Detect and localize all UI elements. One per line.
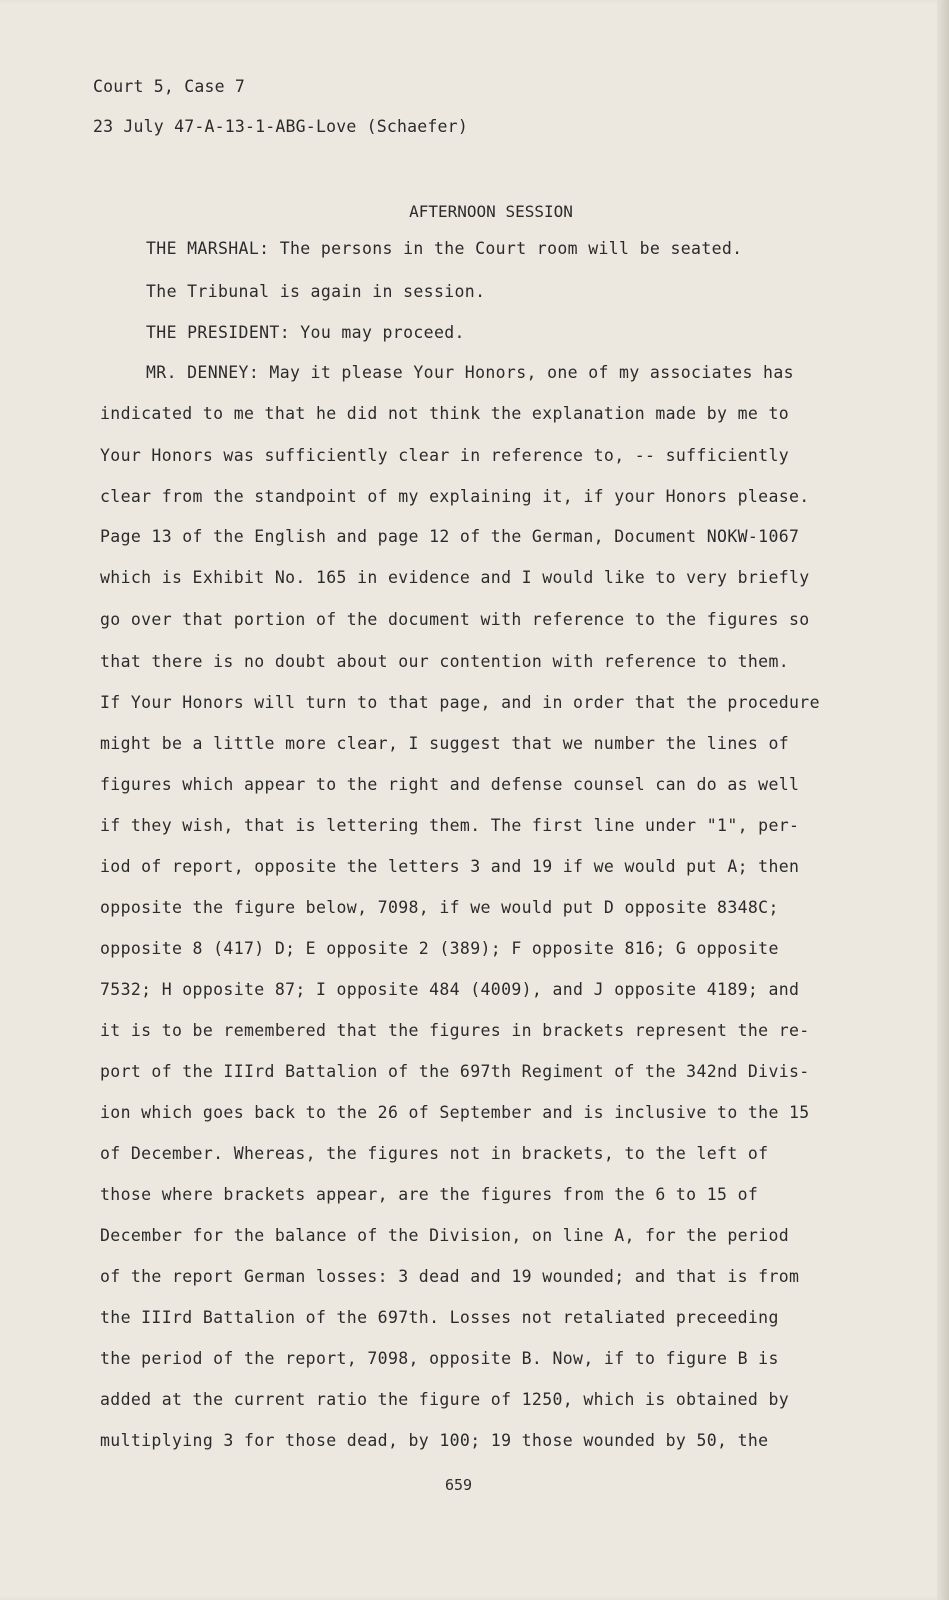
transcript-line: figures which appear to the right and defense counsel can do as well — [100, 775, 800, 794]
document-reference: 23 July 47-A-13-1-ABG-Love (Schaefer) — [93, 117, 468, 136]
transcript-line: iod of report, opposite the letters 3 and 19 if we would put A; then — [100, 857, 800, 876]
transcript-line: which is Exhibit No. 165 in evidence and I would like to very briefly — [100, 568, 810, 587]
transcript-line: that there is no doubt about our contention with reference to them. — [100, 652, 790, 671]
transcript-line: go over that portion of the document with reference to the figures so — [100, 610, 810, 629]
transcript-line: 7532; H opposite 87; I opposite 484 (4009), and J opposite 4189; and — [100, 980, 800, 999]
session-title: AFTERNOON SESSION — [409, 202, 573, 221]
transcript-line: those where brackets appear, are the figures from the 6 to 15 of — [100, 1185, 759, 1204]
transcript-line: might be a little more clear, I suggest that we number the lines of — [100, 734, 790, 753]
transcript-line: Your Honors was sufficiently clear in reference to, -- sufficiently — [100, 446, 790, 465]
transcript-line: THE PRESIDENT: You may proceed. — [146, 323, 465, 342]
transcript-line: Page 13 of the English and page 12 of the German, Document NOKW-1067 — [100, 527, 800, 546]
page-number: 659 — [445, 1476, 473, 1494]
transcript-line: The Tribunal is again in session. — [146, 282, 486, 301]
transcript-line: multiplying 3 for those dead, by 100; 19 those wounded by 50, the — [100, 1431, 769, 1450]
transcript-line: it is to be remembered that the figures in brackets represent the re- — [100, 1021, 810, 1040]
transcript-line: added at the current ratio the figure of 1250, which is obtained by — [100, 1390, 790, 1409]
transcript-line: December for the balance of the Division, on line A, for the period — [100, 1226, 790, 1245]
transcript-line: if they wish, that is lettering them. The first line under "1", per- — [100, 816, 800, 835]
transcript-line: ion which goes back to the 26 of September and is inclusive to the 15 — [100, 1103, 810, 1122]
transcript-line: port of the IIIrd Battalion of the 697th Regiment of the 342nd Divis- — [100, 1062, 810, 1081]
transcript-line: MR. DENNEY: May it please Your Honors, one of my associates has — [146, 363, 794, 382]
transcript-line: clear from the standpoint of my explaining it, if your Honors please. — [100, 487, 810, 506]
transcript-line: THE MARSHAL: The persons in the Court room will be seated. — [146, 239, 743, 258]
transcript-line: opposite the figure below, 7098, if we would put D opposite 8348C; — [100, 898, 779, 917]
transcript-line: opposite 8 (417) D; E opposite 2 (389); F opposite 816; G opposite — [100, 939, 779, 958]
court-case-heading: Court 5, Case 7 — [93, 77, 246, 96]
transcript-line: of December. Whereas, the figures not in brackets, to the left of — [100, 1144, 769, 1163]
transcript-line: indicated to me that he did not think the explanation made by me to — [100, 404, 790, 423]
transcript-line: the IIIrd Battalion of the 697th. Losses not retaliated preceeding — [100, 1308, 779, 1327]
transcript-line: of the report German losses: 3 dead and 19 wounded; and that is from — [100, 1267, 800, 1286]
transcript-line: the period of the report, 7098, opposite B. Now, if to figure B is — [100, 1349, 779, 1368]
transcript-line: If Your Honors will turn to that page, and in order that the procedure — [100, 693, 820, 712]
